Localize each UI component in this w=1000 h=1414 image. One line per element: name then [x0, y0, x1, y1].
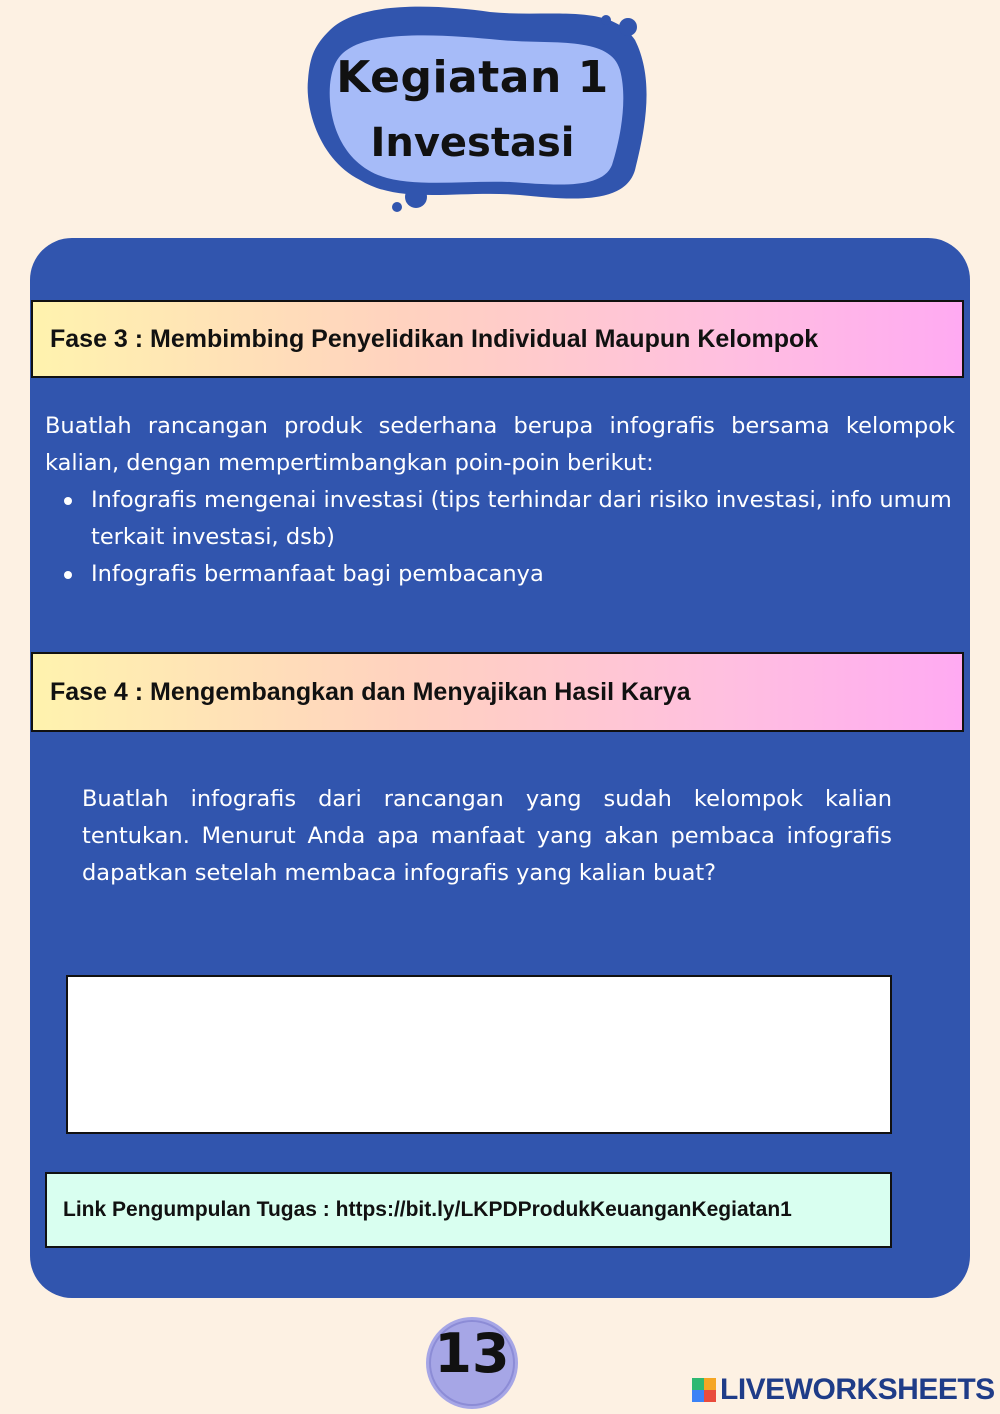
page-number: 13: [434, 1322, 510, 1385]
answer-input-box[interactable]: [66, 975, 892, 1134]
submission-label: Link Pengumpulan Tugas :: [63, 1198, 336, 1221]
page-subtitle: Investasi: [370, 120, 575, 166]
liveworksheets-brand: LIVEWORKSHEETS: [720, 1373, 995, 1406]
page-title: Kegiatan 1: [336, 52, 609, 103]
phase4-heading: Fase 4 : Mengembangkan dan Menyajikan Hasil Karya: [31, 652, 964, 732]
phase4-question: Buatlah infografis dari rancangan yang sudah kelompok kalian tentukan. Menurut Anda apa manfaat yang akan pembaca infografis dapatkan setelah membaca infografis yang kalian buat?: [82, 786, 892, 886]
phase3-heading: Fase 3 : Membimbing Penyelidikan Individual Maupun Kelompok: [31, 300, 964, 378]
submission-url-link[interactable]: https://bit.ly/LKPDProdukKeuanganKegiatan1: [335, 1198, 792, 1221]
content-panel: [30, 238, 970, 1298]
liveworksheets-logo: [692, 1374, 995, 1406]
list-item: Infografis bermanfaat bagi pembacanya: [45, 556, 955, 593]
list-item: Infografis mengenai investasi (tips terhindar dari risiko investasi, info umum terkait investasi, dsb): [45, 482, 955, 556]
phase3-bullet-list: [45, 482, 955, 593]
liveworksheets-icon: [692, 1378, 716, 1402]
submission-link-box: [45, 1172, 892, 1248]
phase3-instructions: Buatlah rancangan produk sederhana berupa infografis bersama kelompok kalian, dengan mempertimbangkan poin-poin berikut:: [45, 413, 955, 476]
title-blob-decoration: [290, 0, 660, 225]
